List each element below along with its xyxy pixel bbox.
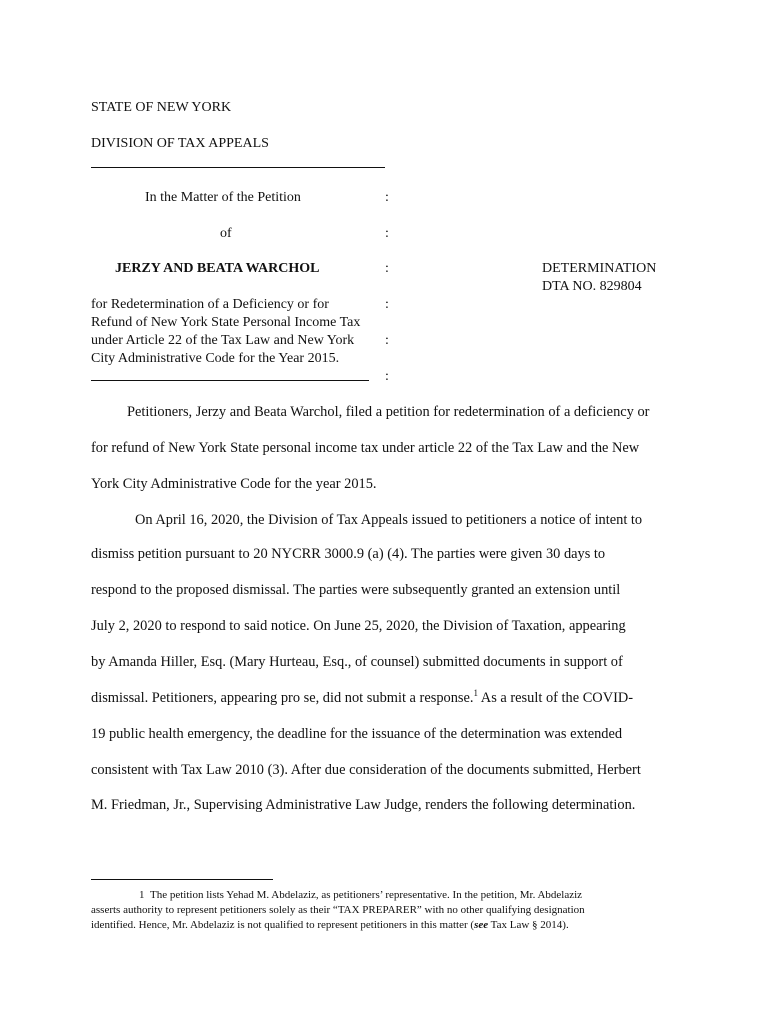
footnote-text: Tax Law § 2014). <box>488 919 569 931</box>
header-rule <box>91 167 385 168</box>
caption-colon: : <box>385 297 389 312</box>
footnote-text: identified. Hence, Mr. Abdelaziz is not qualified to represent petitioners in this matter ( <box>91 919 475 931</box>
body-line: by Amanda Hiller, Esq. (Mary Hurteau, Esq., of counsel) submitted documents in support of <box>91 654 623 670</box>
footnote-line-1 <box>139 888 708 902</box>
body-line: respond to the proposed dismissal. The parties were subsequently granted an extension until <box>91 582 621 598</box>
body-line: Petitioners, Jerzy and Beata Warchol, filed a petition for redetermination of a deficiency or <box>127 404 650 420</box>
footnote-text: The petition lists Yehad M. Abdelaziz, as petitioners’ representative. In the petition, Mr. Abdelaziz <box>150 889 583 901</box>
body-line: On April 16, 2020, the Division of Tax Appeals issued to petitioners a notice of intent to <box>135 512 643 528</box>
footnote-line-3 <box>91 918 660 932</box>
body-text: As a result of the COVID- <box>478 690 634 706</box>
body-text: dismissal. Petitioners, appearing pro se, did not submit a response. <box>91 690 474 706</box>
body-line: 19 public health emergency, the deadline for the issuance of the determination was extended <box>91 726 623 742</box>
footnote-rule <box>91 879 273 880</box>
body-line: July 2, 2020 to respond to said notice. On June 25, 2020, the Division of Taxation, appearing <box>91 618 626 634</box>
header-state: STATE OF NEW YORK <box>91 100 232 115</box>
dta-number: DTA NO. 829804 <box>542 279 642 294</box>
footnote-number: 1 <box>139 889 145 901</box>
caption-colon: : <box>385 190 389 205</box>
body-line: consistent with Tax Law 2010 (3). After due consideration of the documents submitted, Herbert <box>91 762 641 778</box>
body-line-with-footnote <box>91 690 680 706</box>
caption-matter: In the Matter of the Petition <box>145 190 301 205</box>
body-line: dismiss petition pursuant to 20 NYCRR 3000.9 (a) (4). The parties were given 30 days to <box>91 546 606 562</box>
footnote-line-2: asserts authority to represent petitioners solely as their “TAX PREPARER” with no other qualifying designation <box>91 904 585 916</box>
caption-purpose-line-4: City Administrative Code for the Year 2015. <box>91 351 340 366</box>
determination-title: DETERMINATION <box>542 261 657 276</box>
body-line: M. Friedman, Jr., Supervising Administrative Law Judge, renders the following determination. <box>91 797 636 813</box>
body-line: York City Administrative Code for the year 2015. <box>91 476 377 492</box>
footnote-see: see <box>474 919 489 931</box>
footnote-reference: 1 <box>473 688 478 699</box>
body-line: for refund of New York State personal income tax under article 22 of the Tax Law and the New <box>91 440 640 456</box>
caption-petitioners: JERZY AND BEATA WARCHOL <box>115 261 320 276</box>
caption-purpose-line-1: for Redetermination of a Deficiency or for <box>91 297 329 312</box>
caption-colon: : <box>385 261 389 276</box>
header-division: DIVISION OF TAX APPEALS <box>91 136 269 151</box>
caption-of: of <box>220 226 232 241</box>
caption-rule <box>91 380 369 381</box>
caption-colon: : <box>385 333 389 348</box>
caption-purpose-line-2: Refund of New York State Personal Income Tax <box>91 315 361 330</box>
caption-colon: : <box>385 369 389 384</box>
caption-colon: : <box>385 226 389 241</box>
caption-purpose-line-3: under Article 22 of the Tax Law and New York <box>91 333 355 348</box>
